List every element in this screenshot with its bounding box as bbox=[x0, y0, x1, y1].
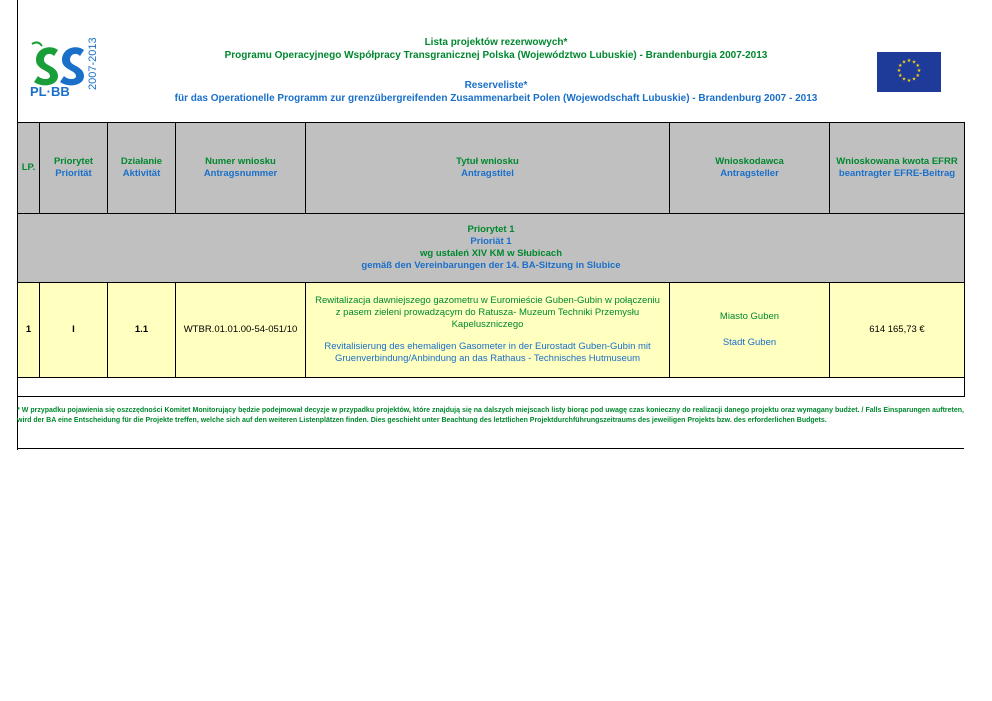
title-de-text: Revitalisierung des ehemaligen Gasometer in der Eurostadt Guben-Gubin mit Gruenverbindung/Anbindung an das Rathaus - Technisches Hutmuseum bbox=[324, 341, 651, 364]
svg-text:★: ★ bbox=[896, 68, 902, 74]
col-header-priority: Priorytet Priorität bbox=[40, 123, 108, 214]
svg-text:★: ★ bbox=[916, 68, 922, 74]
svg-text:★: ★ bbox=[906, 78, 912, 84]
svg-text:★: ★ bbox=[915, 73, 920, 79]
col-header-lp: LP. bbox=[18, 123, 40, 214]
table-row bbox=[18, 283, 965, 378]
svg-text:★: ★ bbox=[901, 59, 907, 66]
priority-note-de: gemäß den Vereinbarungen der 14. BA-Sitzung in Slubice bbox=[361, 260, 621, 271]
col-header-number: Numer wniosku Antragsnummer bbox=[176, 123, 306, 214]
logo-years: 2007-2013 bbox=[87, 38, 99, 90]
blank-row bbox=[18, 378, 965, 397]
cell-lp: 1 bbox=[18, 283, 40, 378]
cell-title bbox=[306, 283, 670, 378]
svg-text:★: ★ bbox=[898, 63, 903, 69]
cell-number: WTBR.01.01.00-54-051/10 bbox=[176, 283, 306, 378]
col-header-title: Tytuł wniosku Antragstitel bbox=[306, 123, 670, 214]
col-header-action: Działanie Aktivität bbox=[108, 123, 176, 214]
title-pl-text: Rewitalizacja dawniejszego gazometru w Euromieście Guben-Gubin w połączeniu z pasem zieleni prowadzącym do Ratusza- Muzeum Techniki Przemysłu Kapeluszniczego bbox=[315, 295, 660, 330]
svg-text:★: ★ bbox=[915, 63, 920, 69]
cell-action: 1.1 bbox=[108, 283, 176, 378]
priority-label-pl: Priorytet 1 bbox=[467, 224, 515, 235]
priority-note-pl: wg ustaleń XIV KM w Słubicach bbox=[420, 248, 562, 259]
svg-text:★: ★ bbox=[898, 73, 903, 79]
reserve-list-table bbox=[17, 122, 965, 397]
applicant-de: Stadt Guben bbox=[722, 337, 777, 348]
col-header-amount: Wnioskowana kwota EFRR beantragter EFRE-Beitrag bbox=[830, 123, 965, 214]
subtitle-pl: Programu Operacyjnego Współpracy Transgranicznej Polska (Województwo Lubuskie) - Brandenburgia 2007-2013 bbox=[224, 50, 768, 61]
cell-applicant bbox=[670, 283, 830, 378]
svg-text:★: ★ bbox=[906, 58, 912, 64]
title-pl: Lista projektów rezerwowych* bbox=[424, 37, 568, 48]
footnote-bottom-line bbox=[17, 448, 964, 449]
priority-section-cell bbox=[18, 214, 965, 283]
svg-text:★: ★ bbox=[911, 59, 917, 66]
priority-label-de: Prioriät 1 bbox=[470, 236, 512, 247]
title-de: Reserveliste* bbox=[464, 80, 528, 91]
priority-section-row bbox=[18, 214, 965, 283]
col-header-applicant: Wnioskodawca Antragsteller bbox=[670, 123, 830, 214]
cell-priority: I bbox=[40, 283, 108, 378]
logo-text: PL·BB bbox=[30, 84, 70, 99]
table-header-row bbox=[18, 123, 965, 214]
svg-text:★: ★ bbox=[911, 76, 917, 83]
applicant-pl: Miasto Guben bbox=[719, 311, 780, 322]
blank-cell bbox=[18, 378, 965, 397]
svg-text:★: ★ bbox=[901, 76, 907, 83]
cell-amount: 614 165,73 € bbox=[830, 283, 965, 378]
subtitle-de: für das Operationelle Programm zur grenzübergreifenden Zusammenarbeit Polen (Wojewodschaft Lubuskie) - Brandenburg 2007 - 2013 bbox=[174, 93, 818, 104]
footnote: * W przypadku pojawienia się oszczędności Komitet Monitorujący będzie podejmował decyzje w przypadku projektów, które znajdują się na dalszych miejscach listy biorąc pod uwagę czas konieczny do realizacji danego projektu oraz wymagany budżet. / Falls Einsparungen auftreten, wird der BA eine Entscheidung für die Projekte treffen, welche sich auf den weiteren Listenplätzen finden. Dies geschieht unter Beachtung des letztlichen Projektdurchführungszeitraums des jeweiligen Projekts bzw. des erforderlichen Budgets. bbox=[17, 407, 964, 424]
